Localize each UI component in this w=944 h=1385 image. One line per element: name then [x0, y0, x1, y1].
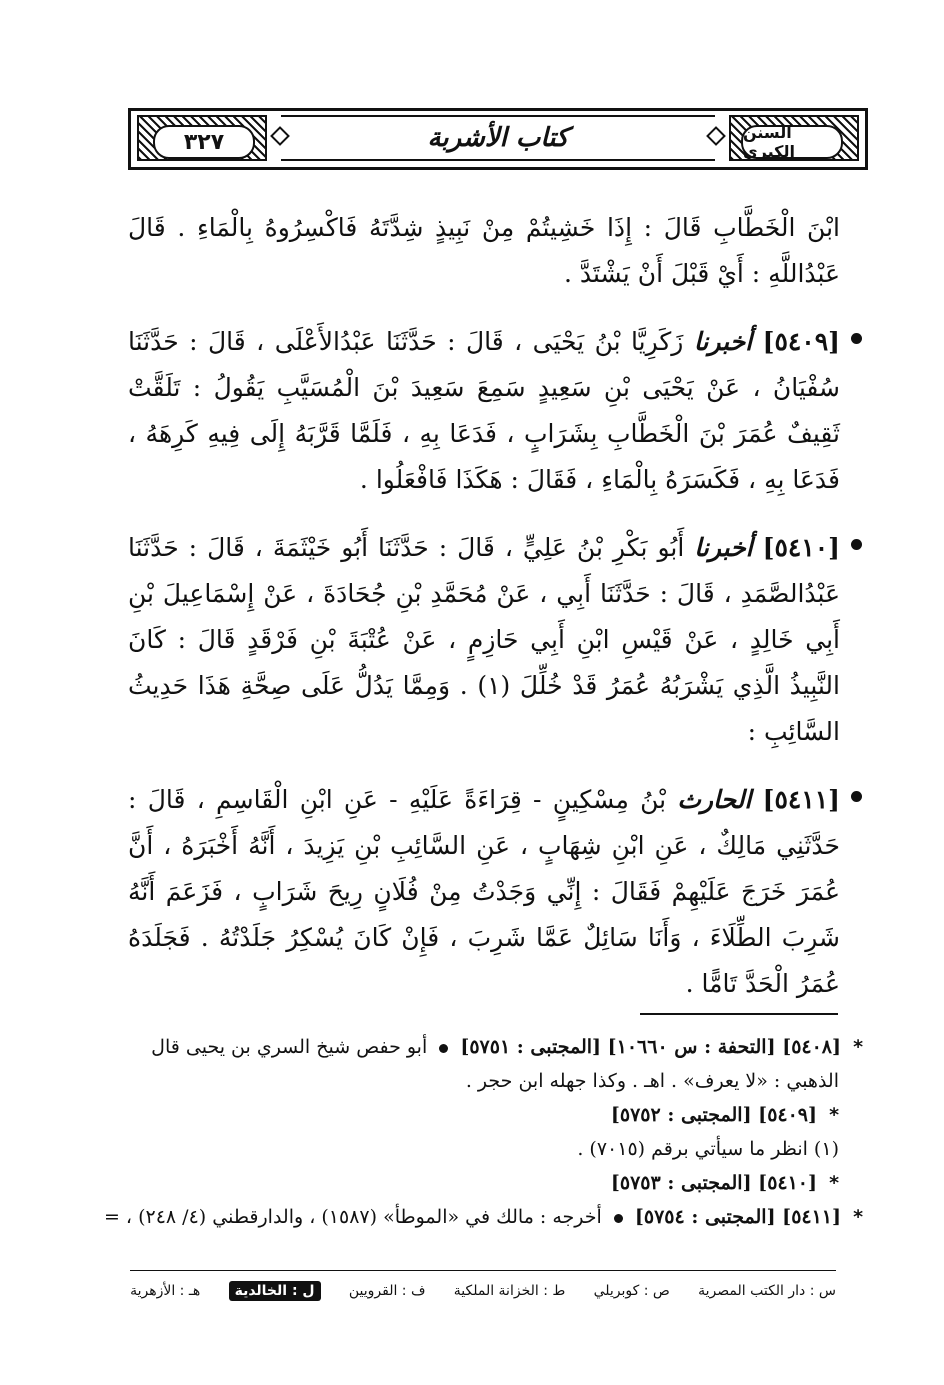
star-icon: * [853, 1206, 863, 1228]
page-number-block [137, 115, 267, 161]
footnote-line [98, 1132, 863, 1166]
main-text [128, 205, 840, 1029]
bullet-icon [439, 1044, 448, 1053]
manuscript-legend [130, 1276, 836, 1306]
footnote-ref: [٥٤٠٨] [التحفة : س ١٠٦٦٠] [المجتبى : ٥٧٥١] [460, 1036, 842, 1058]
bullet-icon [614, 1214, 623, 1223]
footnote-text: أبو حفص شيخ السري بن يحيى قال [151, 1036, 428, 1058]
bullet-icon [851, 791, 862, 802]
paragraph-text: ابْنَ الْخَطَّابِ قَالَ : إِذَا خَشِيتُمْ مِنْ نَبِيذٍ شِدَّتَهُ فَاكْسِرُوهُ بِالْمَاءِ . قَالَ عَبْدُاللَّهِ : أَيْ قَبْلَ أَنْ يَشْتَدَّ . [128, 213, 840, 288]
section-title-band [281, 115, 715, 161]
hadith-text: زَكَرِيَّا بْنُ يَحْيَى ، قَالَ : حَدَّثَنَا عَبْدُالأَعْلَى ، قَالَ : حَدَّثَنَا سُفْيَانُ ، عَنْ يَحْيَى بْنِ سَعِيدٍ سَمِعَ سَعِيدَ بْنَ الْمُسَيَّبِ يَقُولُ : تَلَقَّتْ ثَقِيفٌ عُمَرَ بْنَ الْخَطَّابِ بِشَرَابٍ ، فَدَعَا بِهِ ، فَلَمَّا قَرَّبَهُ إِلَى فِيهِ كَرِهَهُ ، فَدَعَا بِهِ ، فَكَسَرَهُ بِالْمَاءِ ، فَقَالَ : هَكَذَا فَافْعَلُوا . [128, 327, 840, 494]
hadith-number: [٥٤٠٩] [762, 327, 840, 356]
hadith-5410 [128, 525, 840, 755]
legend-item: ص : كوبريلي [593, 1283, 670, 1299]
hadith-5409 [128, 319, 840, 503]
star-icon: * [829, 1172, 839, 1194]
footnote-line [98, 1030, 863, 1064]
bullet-icon [851, 333, 862, 344]
bullet-icon [851, 539, 862, 550]
page-header [128, 108, 868, 170]
footnote-text: أخرجه : مالك في «الموطأ» (١٥٨٧) ، والدارقطني (٤/ ٢٤٨) ، = [103, 1206, 602, 1228]
footnote-ref: [٥٤١١] [المجتبى : ٥٧٥٤] [634, 1206, 842, 1228]
hadith-text: أَبُو بَكْرِ بْنُ عَلِيٍّ ، قَالَ : حَدَّثَنَا أَبُو خَيْثَمَةَ ، قَالَ : حَدَّثَنَا عَبْدُالصَّمَدِ ، قَالَ : حَدَّثَنَا أَبِي ، عَنْ مُحَمَّدِ بْنِ جُحَادَةَ ، عَنْ إِسْمَاعِيلَ بْنِ أَبِي خَالِدٍ ، عَنْ قَيْسِ ابْنِ أَبِي حَازِمٍ ، عَنْ عُتْبَةَ بْنِ فَرْقَدٍ قَالَ : كَانَ النَّبِيذُ الَّذِي يَشْرَبُهُ عُمَرُ قَدْ خُلِّلَ (١) . وَمِمَّا يَدُلُّ عَلَى صِحَّةِ هَذَا حَدِيثُ السَّائِبِ : [128, 533, 840, 746]
legend-item: هـ : الأزهرية [130, 1283, 201, 1299]
footnotes [98, 1030, 863, 1234]
footnote-text: الذهبي : «لا يعرف» . اهـ . وكذا جهله ابن حجر . [465, 1070, 839, 1092]
footnote-line [98, 1200, 863, 1234]
hadith-number: [٥٤١٠] [762, 533, 841, 562]
book-emblem-block [729, 115, 859, 161]
footnote-separator [640, 1013, 838, 1015]
narrator-lead: الحارث [677, 785, 752, 814]
hadith-5411 [128, 777, 840, 1007]
legend-separator [130, 1270, 836, 1271]
star-icon: * [853, 1036, 863, 1058]
page-number: ٣٢٧ [153, 125, 255, 159]
footnote-ref: [٥٤١٠] [المجتبى : ٥٧٥٣] [610, 1172, 818, 1194]
hadith-text: بْنُ مِسْكِينٍ - قِرَاءَةً عَلَيْهِ - عَنِ ابْنِ الْقَاسِمِ ، قَالَ : حَدَّثَنِي مَالِكٌ ، عَنِ ابْنِ شِهَابٍ ، عَنِ السَّائِبِ بْنِ يَزِيدَ ، أَنَّهُ أَخْبَرَهُ ، أَنَّ عُمَرَ خَرَجَ عَلَيْهِمْ فَقَالَ : إِنِّي وَجَدْتُ مِنْ فُلَانٍ رِيحَ شَرَابٍ ، فَزَعَمَ أَنَّهُ شَرِبَ الطِّلَاءَ ، وَأَنَا سَائِلٌ عَمَّا شَرِبَ ، فَإِنْ كَانَ يُسْكِرُ جَلَدْتُهُ . فَجَلَدَهُ عُمَرُ الْحَدَّ تَامًّا . [128, 785, 840, 998]
footnote-ref: [٥٤٠٩] [المجتبى : ٥٧٥٢] [610, 1104, 818, 1126]
continuation-paragraph [128, 205, 840, 297]
legend-item: س : دار الكتب المصرية [698, 1283, 836, 1299]
hadith-number: [٥٤١١] [762, 785, 841, 814]
footnote-text: (١) انظر ما سيأتي برقم (٧٠١٥) . [577, 1138, 839, 1160]
footnote-line [98, 1098, 863, 1132]
narrator-lead: أخبرنا [693, 327, 753, 356]
section-title: كتاب الأشربة [427, 123, 569, 153]
narrator-lead: أخبرنا [694, 533, 753, 562]
legend-item-highlighted: ل : الخالدية [229, 1281, 321, 1301]
book-emblem: السنن الكبرى [741, 125, 843, 159]
footnote-line [98, 1064, 863, 1098]
legend-item: ف : القرويين [348, 1283, 426, 1299]
star-icon: * [829, 1104, 839, 1126]
footnote-line [98, 1166, 863, 1200]
legend-item: ط : الخزانة الملكية [453, 1283, 566, 1299]
